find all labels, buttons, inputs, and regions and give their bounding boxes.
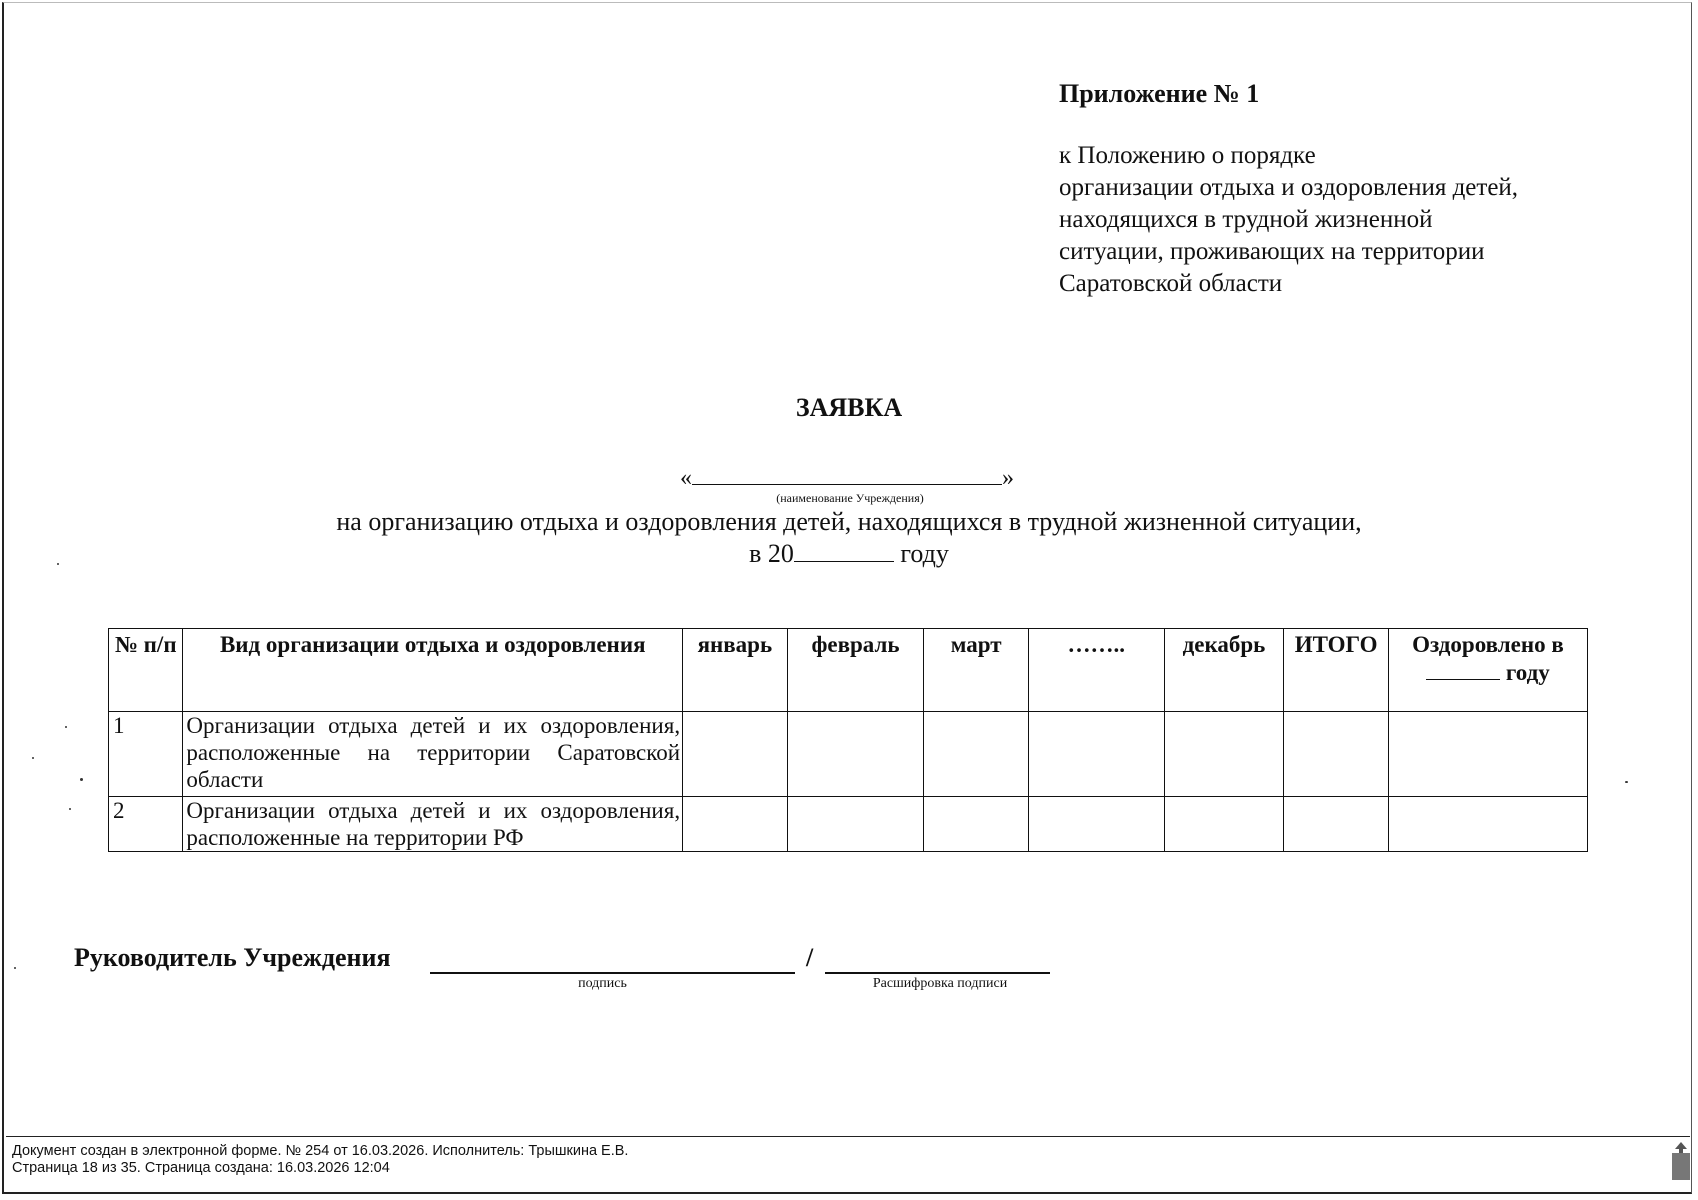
- cell-ellipsis[interactable]: [1028, 712, 1164, 797]
- footer-line: Документ создан в электронной форме. № 254 от 16.03.2026. Исполнитель: Трышкина Е.В.: [12, 1143, 629, 1159]
- footer-divider: [6, 1136, 1690, 1137]
- appendix-line: организации отдыха и оздоровления детей,: [1059, 174, 1519, 201]
- appendix-title: Приложение № 1: [1059, 79, 1260, 108]
- header-type: Вид организации отдыха и оздоровления: [183, 629, 683, 712]
- cell-december[interactable]: [1164, 797, 1284, 852]
- scan-speck: [32, 757, 34, 759]
- cell-december[interactable]: [1164, 712, 1284, 797]
- signature-line[interactable]: [430, 972, 795, 974]
- cell-total[interactable]: [1284, 797, 1389, 852]
- table-row: [109, 797, 1588, 852]
- year-prefix: в 20: [749, 539, 794, 568]
- header-march: март: [924, 629, 1029, 712]
- header-healed: [1388, 629, 1587, 712]
- cell-total[interactable]: [1284, 712, 1389, 797]
- footer-line: Страница 18 из 35. Страница создана: 16.03.2026 12:04: [12, 1160, 390, 1176]
- row-number: 1: [109, 712, 183, 797]
- scan-speck: [69, 808, 71, 810]
- cell-ellipsis[interactable]: [1028, 797, 1164, 852]
- scan-speck: [14, 967, 16, 969]
- table-header-row: [109, 629, 1588, 712]
- year-suffix: году: [900, 539, 949, 568]
- cell-february[interactable]: [787, 797, 924, 852]
- scan-speck: [1625, 781, 1628, 783]
- year-blank[interactable]: [794, 539, 894, 562]
- scan-speck: [80, 778, 83, 781]
- year-line: [0, 538, 1698, 570]
- cell-march[interactable]: [924, 712, 1029, 797]
- footer: [12, 1143, 628, 1177]
- cell-february[interactable]: [787, 712, 924, 797]
- cell-january[interactable]: [683, 797, 788, 852]
- appendix-line: Саратовской области: [1059, 270, 1283, 297]
- document-subtitle: на организацию отдыха и оздоровления детей, находящихся в трудной жизненной ситуации,: [336, 507, 1362, 536]
- healed-year-blank[interactable]: [1426, 659, 1500, 680]
- appendix-line: к Положению о порядке: [1059, 142, 1316, 169]
- scan-speck: [57, 563, 59, 565]
- cell-january[interactable]: [683, 712, 788, 797]
- organization-name-caption: (наименование Учреждения): [776, 491, 924, 505]
- row-type: Организации отдыха детей и их оздоровления, расположенные на территории Саратовской области: [183, 712, 683, 797]
- document-title: ЗАЯВКА: [795, 393, 903, 422]
- scan-speck: [65, 726, 67, 728]
- header-healed-suffix: году: [1505, 660, 1550, 685]
- header-num: № п/п: [109, 629, 183, 712]
- header-ellipsis: ……..: [1028, 629, 1164, 712]
- header-december: декабрь: [1164, 629, 1284, 712]
- cell-healed[interactable]: [1388, 712, 1587, 797]
- header-february: февраль: [787, 629, 924, 712]
- request-table: [108, 628, 1588, 852]
- signature-label: Руководитель Учреждения: [74, 943, 391, 972]
- organization-name-line: [680, 462, 1014, 492]
- signature-caption: подпись: [578, 976, 627, 991]
- appendix-block: [1059, 78, 1679, 300]
- appendix-line: ситуации, проживающих на территории: [1059, 238, 1485, 265]
- close-quote: »: [1002, 465, 1014, 491]
- header-total: ИТОГО: [1284, 629, 1389, 712]
- signature-slash: /: [806, 943, 814, 972]
- header-january: январь: [683, 629, 788, 712]
- row-type: Организации отдыха детей и их оздоровления, расположенные на территории РФ: [183, 797, 683, 852]
- appendix-line: находящихся в трудной жизненной: [1059, 206, 1433, 233]
- signature-decoding-caption: Расшифровка подписи: [872, 976, 1008, 991]
- organization-name-blank[interactable]: [692, 462, 1002, 485]
- table-row: [109, 712, 1588, 797]
- row-number: 2: [109, 797, 183, 852]
- cell-march[interactable]: [924, 797, 1029, 852]
- open-quote: «: [680, 465, 692, 491]
- header-healed-prefix: Оздоровлено в: [1412, 632, 1564, 657]
- cell-healed[interactable]: [1388, 797, 1587, 852]
- stamp-icon: [1671, 1139, 1691, 1181]
- signature-decoding-line[interactable]: [825, 972, 1050, 974]
